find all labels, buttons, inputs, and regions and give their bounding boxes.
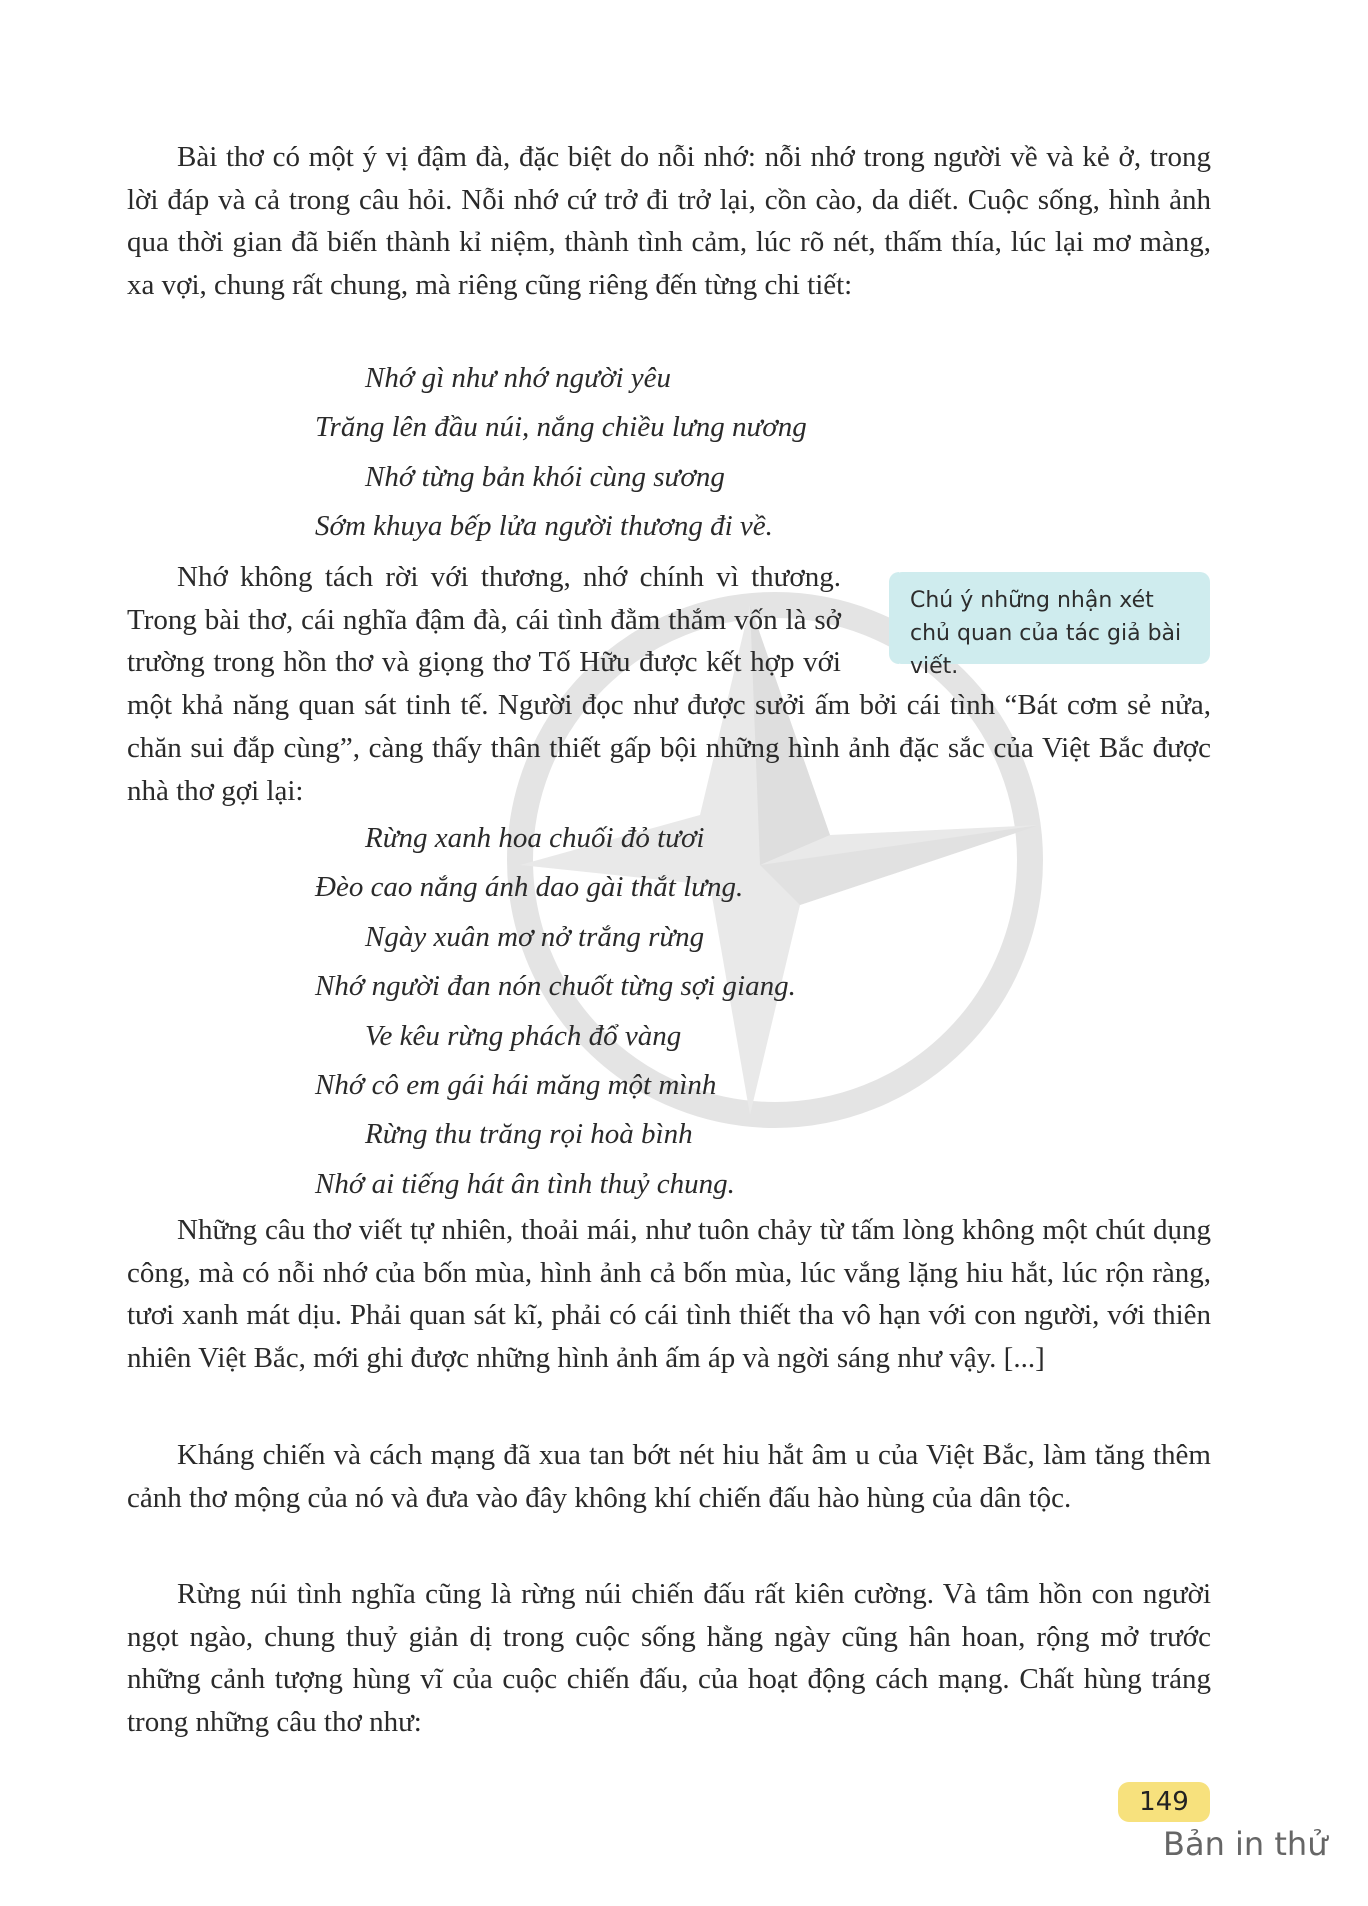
draft-label: Bản in thử: [1163, 1825, 1328, 1863]
verse-line: Nhớ cô em gái hái măng một mình: [315, 1069, 717, 1102]
paragraph-3: Những câu thơ viết tự nhiên, thoải mái, như tuôn chảy từ tấm lòng không một chút dụng công, mà có nỗi nhớ của bốn mùa, hình ảnh cả bốn mùa, lúc vắng lặng hiu hắt, lúc rộn ràng, tươi xanh mát dịu. Phải quan sát kĩ, phải có cái tình thiết tha vô hạn với con người, với thiên nhiên Việt Bắc, mới ghi được những hình ảnh ấm áp và ngời sáng như vậy. [...]: [127, 1214, 1211, 1375]
verse-line: Rừng thu trăng rọi hoà bình: [365, 1118, 693, 1151]
paragraph-4: Kháng chiến và cách mạng đã xua tan bớt nét hiu hắt âm u của Việt Bắc, làm tăng thêm cảnh thơ mộng của nó và đưa vào đây không khí chiến đấu hào hùng của dân tộc.: [127, 1439, 1211, 1514]
verse-line: Sớm khuya bếp lửa người thương đi về.: [315, 510, 773, 543]
verse-line: Ngày xuân mơ nở trắng rừng: [365, 920, 705, 953]
verse-line: Nhớ từng bản khói cùng sương: [365, 460, 725, 493]
verse-line: Ve kêu rừng phách đổ vàng: [365, 1019, 682, 1052]
verse-block-2: [315, 814, 915, 1209]
verse-line: Nhớ ai tiếng hát ân tình thuỷ chung.: [315, 1167, 735, 1200]
verse-line: Rừng xanh hoa chuối đỏ tươi: [365, 822, 705, 854]
margin-note: [892, 572, 1210, 679]
verse-line: Nhớ người đan nón chuốt từng sợi giang.: [315, 970, 796, 1003]
verse-line: Trăng lên đầu núi, nắng chiều lưng nương: [315, 411, 807, 444]
paragraph-1: Bài thơ có một ý vị đậm đà, đặc biệt do nỗi nhớ: nỗi nhớ trong người về và kẻ ở, trong lời đáp và cả trong câu hỏi. Nỗi nhớ cứ trở đi trở lại, cồn cào, da diết. Cuộc sống, hình ảnh qua thời gian đã biến thành kỉ niệm, thành tình cảm, lúc rõ nét, thấm thía, lúc lại mơ màng, xa vợi, chung rất chung, mà riêng cũng riêng đến từng chi tiết:: [127, 141, 1211, 302]
verse-block-1: [315, 354, 915, 552]
verse-line: Đèo cao nắng ánh dao gài thắt lưng.: [315, 871, 744, 904]
paragraph-2: Nhớ không tách rời với thương, nhớ chính vì thương. Trong bài thơ, cái nghĩa đậm đà, cái tình đằm thắm vốn là sở trường trong hồn thơ và giọng thơ Tố Hữu được kết hợp với một khả năng quan sát tinh tế. Người đọc như được sưởi ấm bởi cái tình “Bát cơm sẻ nửa, chăn sui đắp cùng”, càng thấy thân thiết gấp bội những hình ảnh đặc sắc của Việt Bắc được nhà thơ gợi lại:: [127, 561, 1211, 807]
page-number-badge: 149: [1118, 1782, 1210, 1822]
margin-note-text: Chú ý những nhận xét chủ quan của tác giả bài viết.: [910, 588, 1182, 679]
verse-line: Nhớ gì như nhớ người yêu: [365, 362, 672, 394]
paragraph-5: Rừng núi tình nghĩa cũng là rừng núi chiến đấu rất kiên cường. Và tâm hồn con người ngọt ngào, chung thuỷ giản dị trong cuộc sống hằng ngày cũng hân hoan, rộng mở trước những cảnh tượng hùng vĩ của cuộc chiến đấu, của hoạt động cách mạng. Chất hùng tráng trong những câu thơ như:: [127, 1578, 1211, 1739]
